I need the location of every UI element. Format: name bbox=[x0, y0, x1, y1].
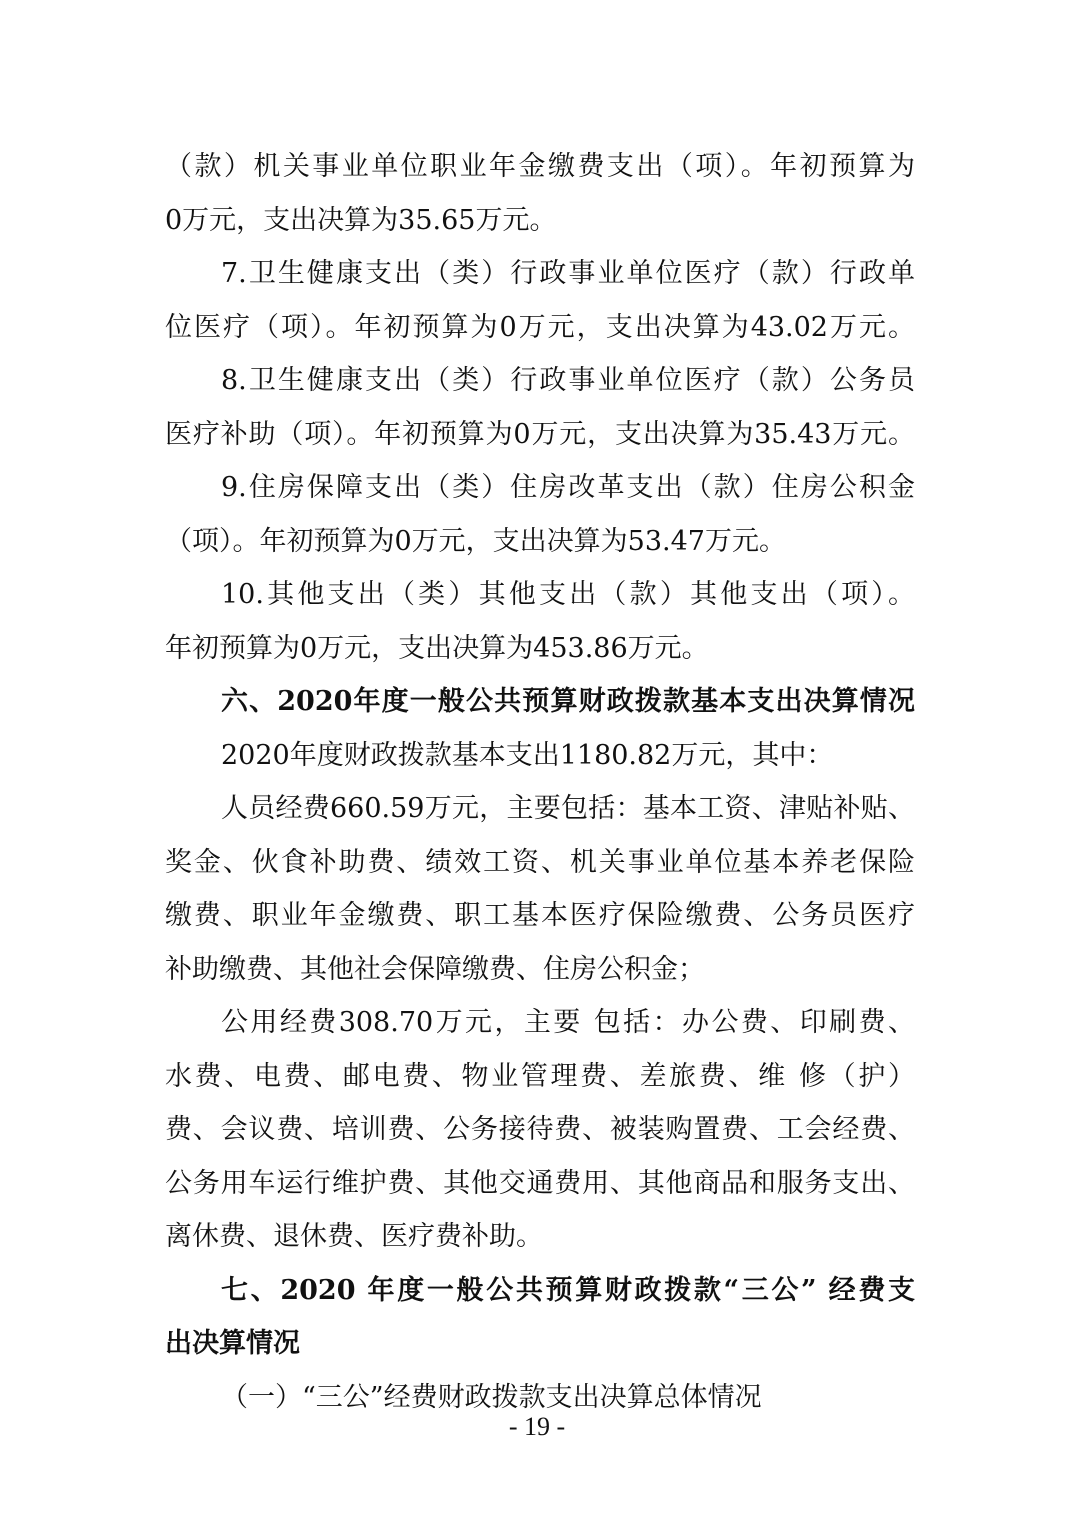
page-number: - 19 - bbox=[508, 1412, 566, 1441]
text-line: 奖金、伙食补助费、绩效工资、机关事业单位基本养老保险 bbox=[165, 846, 915, 878]
text-line: 离休费、退休费、医疗费补助。 bbox=[165, 1221, 543, 1252]
paragraph bbox=[165, 782, 915, 996]
text-line: 位医疗（项）。年初预算为0万元，支出决算为43.02万元。 bbox=[165, 311, 915, 343]
heading-line: 七、2020 年度一般公共预算财政拨款“三公” 经费支 bbox=[221, 1274, 915, 1306]
page-content bbox=[165, 140, 915, 1424]
text-line: 水费、电费、邮电费、物业管理费、差旅费、维 修（护） bbox=[165, 1060, 915, 1092]
text-line: 公务用车运行维护费、其他交通费用、其他商品和服务支出、 bbox=[165, 1167, 915, 1199]
section-heading bbox=[165, 1264, 915, 1371]
text-line: 7.卫生健康支出（类）行政事业单位医疗（款）行政单 bbox=[221, 258, 915, 289]
paragraph bbox=[165, 247, 915, 354]
paragraph bbox=[165, 140, 915, 247]
text-line: 补助缴费、其他社会保障缴费、住房公积金； bbox=[165, 953, 705, 985]
paragraph bbox=[165, 729, 915, 783]
text-line: 人员经费660.59万元，主要包括：基本工资、津贴补贴、 bbox=[221, 793, 915, 824]
text-line: 年初预算为0万元，支出决算为453.86万元。 bbox=[165, 632, 709, 664]
heading-line: 六、2020年度一般公共预算财政拨款基本支出决算情况 bbox=[221, 686, 915, 717]
paragraph bbox=[165, 461, 915, 568]
section-heading bbox=[165, 675, 915, 729]
text-line: （项）。年初预算为0万元，支出决算为53.47万元。 bbox=[165, 525, 786, 557]
heading-line: 出决算情况 bbox=[165, 1328, 300, 1359]
text-line: 医疗补助（项）。年初预算为0万元，支出决算为35.43万元。 bbox=[165, 418, 915, 450]
paragraph bbox=[165, 996, 915, 1264]
text-line: （款）机关事业单位职业年金缴费支出（项）。年初预算为 bbox=[165, 151, 915, 182]
subheading-line: （一）“三公”经费财政拨款支出决算总体情况 bbox=[221, 1381, 762, 1413]
text-line: 8.卫生健康支出（类）行政事业单位医疗（款）公务员 bbox=[221, 365, 915, 396]
text-line: 0万元，支出决算为35.65万元。 bbox=[165, 204, 557, 236]
paragraph bbox=[165, 568, 915, 675]
text-line: 2020年度财政拨款基本支出1180.82万元，其中： bbox=[221, 739, 834, 771]
text-line: 9.住房保障支出（类）住房改革支出（款）住房公积金 bbox=[221, 472, 915, 503]
text-line: 10.其他支出（类）其他支出（款）其他支出（项）。 bbox=[221, 579, 915, 610]
text-line: 公用经费308.70万元，主要 包括：办公费、印刷费、 bbox=[221, 1007, 915, 1038]
text-line: 缴费、职业年金缴费、职工基本医疗保险缴费、公务员医疗 bbox=[165, 900, 915, 931]
paragraph bbox=[165, 354, 915, 461]
text-line: 费、会议费、培训费、公务接待费、被装购置费、工会经费、 bbox=[165, 1114, 915, 1145]
